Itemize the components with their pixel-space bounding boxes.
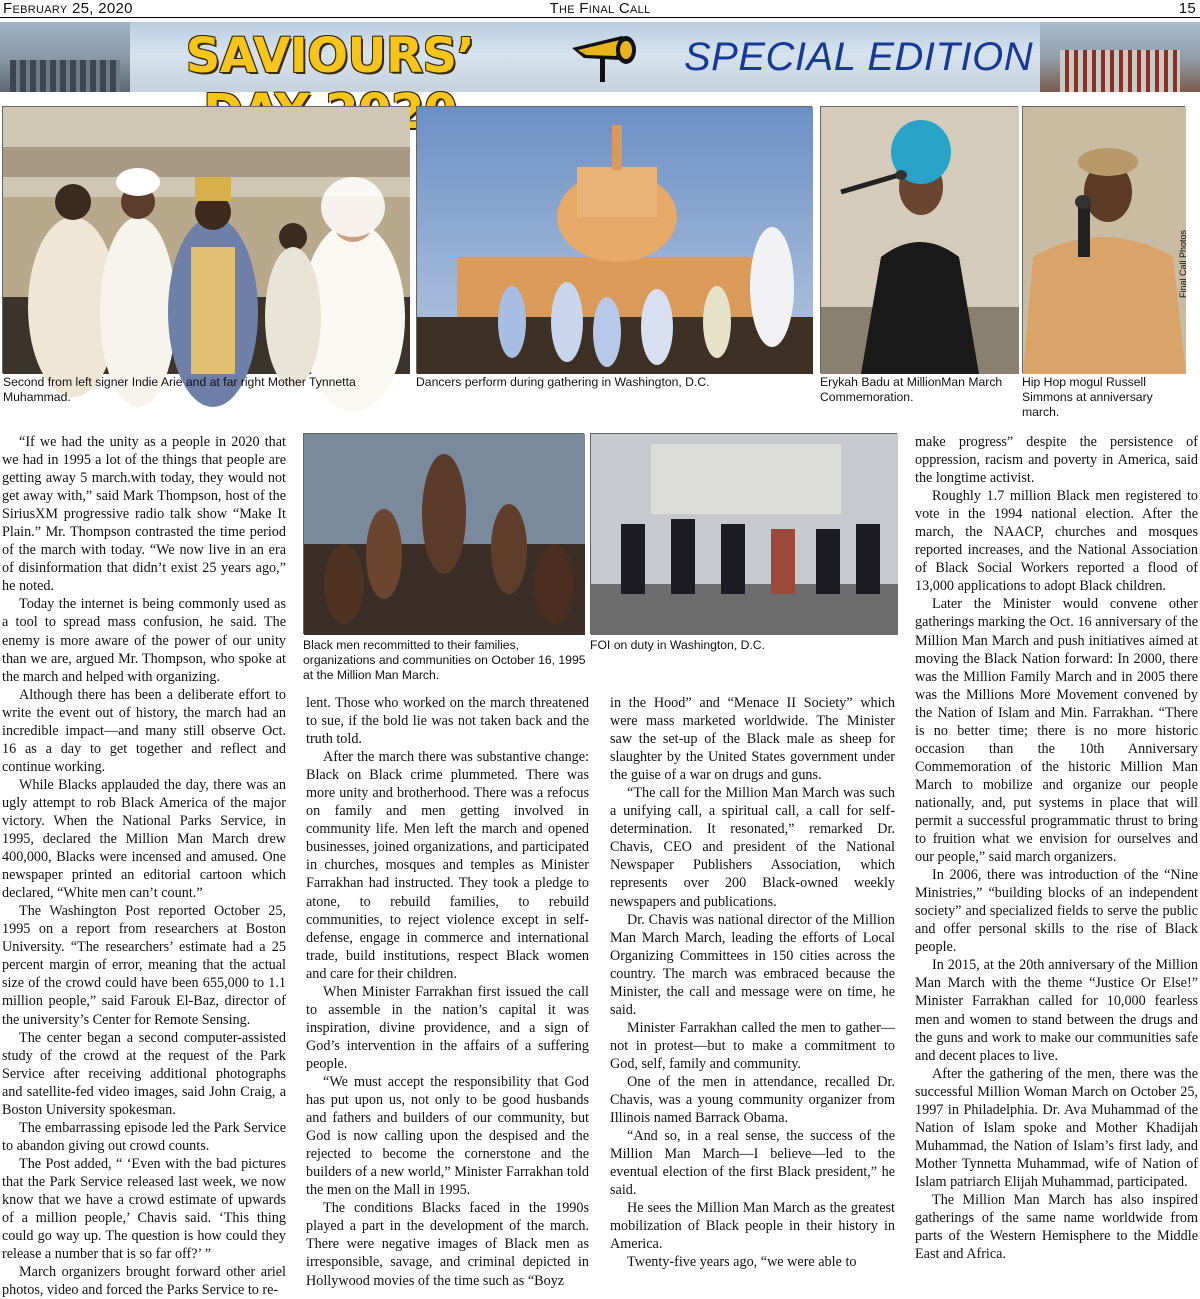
- article-paragraph: One of the men in attendance, recalled Dr. Chavis, was a young community organizer from Illinois named Barrack Obama.: [610, 1073, 895, 1127]
- article-column-1: [2, 433, 286, 1299]
- saviours-day-banner: [0, 22, 1200, 92]
- photo-signers-image: [3, 107, 410, 374]
- banner-title: SAVIOURS’: [185, 28, 475, 84]
- article-column-3: [610, 694, 895, 1295]
- photo-foi-on-duty-image: [591, 434, 898, 635]
- running-head: [0, 0, 1200, 18]
- article-paragraph: While Blacks applauded the day, there was an ugly attempt to rob Black America of the major victory. When the National Parks Service, in 1995, declared the Million Man March drew 400,000, Blacks were incensed and amused. One newspaper printed an editorial cartoon which declared, “White men can’t count.”: [2, 776, 286, 902]
- article-paragraph: Twenty-five years ago, “we were able to: [627, 1254, 857, 1271]
- caption-photo-erykah-badu: Erykah Badu at MillionMan March Commemoration.: [820, 375, 1003, 404]
- article-paragraph: in the Hood” and “Menace II Society” which were mass marketed worldwide. The Minister saw the set-up of the Black male as sheep for slaughter by the United States government under the guise of a war on drugs and guns.: [610, 695, 895, 784]
- caption-photo-foi-on-duty: FOI on duty in Washington, D.C.: [590, 638, 765, 652]
- caption-photo-signers: Second from left signer Indie Arie and at far right Mother Tynnetta Muhammad.: [3, 375, 356, 404]
- caption-photo-capitol-dancers: Dancers perform during gathering in Washington, D.C.: [416, 375, 710, 389]
- banner-skyline-left: [0, 22, 130, 92]
- article-paragraph: lent. Those who worked on the march threatened to sue, if the bold lie was not taken back and the truth told.: [306, 695, 589, 748]
- article-paragraph: The Washington Post reported October 25, 1995 on a report from researchers at Boston University. “The researchers’ estimate had a 25 percent margin of error, meaning that the actual size of the crowd could have been 655,000 to 1.1 million people,” said Farouk El-Baz, director of the university’s Center for Remote Sensing.: [2, 903, 286, 1028]
- article-paragraph: After the gathering of the men, there was the successful Million Woman March on October 25, 1997 in Philadelphia. Dr. Ava Muhammad of the Nation of Islam spoke and Mother Khadijah Muhammad, the Nation of Islam’s first lady, and Mother Tynnetta Muhammad, wife of Nation of Islam patriarch Elijah Muhammad, participated.: [915, 1065, 1198, 1190]
- article-paragraph: “The call for the Million Man March was such a unifying call, a spiritual call, a call for self-determination. It resonated,” remarked Dr. Chavis, CEO and president of the National Newspaper Publishers Association, which represents over 200 Black-owned weekly newspapers and publications.: [610, 785, 895, 910]
- trumpet-logo-icon: [570, 30, 640, 86]
- article-paragraph: “If we had the unity as a people in 2020 that we had in 1995 a lot of the things that people are getting away 5 march.with today, they would not get away with,” said Mark Thompson, host of the SiriusXM progressive radio talk show “Make It Plain.” Mr. Thompson contrasted the time period of the march with today. “We now live in an era of disinformation that didn’t exist 25 years ago,” he noted.: [2, 434, 286, 595]
- photo-capitol-dancers-image: [417, 107, 813, 374]
- article-column-4: [915, 433, 1198, 1295]
- article-paragraph: In 2006, there was introduction of the “Nine Ministries,” “building blocks of an independent society” and specialized fields to serve the public and offer personal skills to the rise of Black people.: [915, 867, 1198, 956]
- publication-name: The Final Call: [549, 0, 651, 17]
- article-paragraph: The conditions Blacks faced in the 1990s played a part in the development of the march. There were negative images of Black men as irresponsible, savage, and criminal depicted in Hollywood movies of the time such as “Boyz: [306, 1200, 589, 1289]
- photo-capitol-dancers: [416, 106, 812, 373]
- article-paragraph: Later the Minister would convene other gatherings marking the Oct. 16 anniversary of the Million Man March and push initiatives aimed at moving the Black Nation forward: In 2000, there was the Million Family March and in 2005 there was the Millions More Movement convened by the Nation of Islam and Min. Farrakhan. “There is no better time; there is no more historic occasion than the 10th Anniversary Commemoration of the historic Million Man March to mobilize and organize our people nationally, and, put systems in place that will permit a successful programmatic thrust to bring to fruition what we envision for ourselves and our people,” said march organizers.: [915, 596, 1198, 866]
- article-paragraph: Minister Farrakhan called the men to gather—not in protest—but to make a commitment to God, self, family and community.: [610, 1019, 895, 1072]
- caption-photo-russell-simmons: Hip Hop mogul Russell Simmons at anniversary march.: [1022, 375, 1153, 419]
- issue-date: February 25, 2020: [3, 0, 133, 17]
- article-paragraph: The Post added, “ ‘Even with the bad pictures that the Park Service released last week, we now know that we have a crowd estimate of upwards of a million people,’ Chavis said. ‘This thing could go way up. The question is how could they release a number that is so far off?’ ”: [2, 1155, 286, 1263]
- article-paragraph: Today the internet is being commonly used as a tool to spread mass confusion, he said. The enemy is more aware of the power of our unity than we are, argued Mr. Thompson, who spoke at the march and helped with organizing.: [2, 596, 286, 685]
- banner-building-right: [1040, 22, 1200, 92]
- page-number: 15: [1178, 0, 1196, 17]
- photo-raised-hands: [303, 433, 584, 634]
- photo-foi-on-duty: [590, 433, 897, 634]
- article-paragraph: After the march there was substantive change: Black on Black crime plummeted. There was more unity and brotherhood. There was a refocus on family and men getting involved in community life. Men left the march and opened businesses, joined organizations, and participated in churches, mosques and temples as Minister Farrakhan had instructed. They took a pledge to atone, to rebuild families, to rebuild communities, to reject violence except in self-defense, engage in commerce and international trade, build institutions, respect Black women and care for their children.: [306, 749, 589, 982]
- article-paragraph: Roughly 1.7 million Black men registered to vote in the 1994 national election. After the march, the NAACP, churches and mosques reported increases, and the National Association of Black Social Workers reported a flood of 13,000 applications to adopt Black children.: [915, 488, 1198, 595]
- photo-credit: Final Call Photos: [1178, 229, 1188, 298]
- photo-erykah-badu: [820, 106, 1018, 373]
- article-paragraph: The Million Man March has also inspired gatherings of the same name worldwide from parts of the Western Hemisphere to the Middle East and Africa.: [915, 1191, 1198, 1263]
- photo-raised-hands-image: [304, 434, 585, 635]
- article-paragraph: The center began a second computer-assisted study of the crowd at the request of the Park Service after receiving additional photographs and satellite-fed video images, said John Craig, a Boston University spokesman.: [2, 1029, 286, 1118]
- article-paragraph: “And so, in a real sense, the success of the Million Man March—I believe—led to the eventual election of the first Black president,” he said.: [610, 1128, 895, 1199]
- article-paragraph: In 2015, at the 20th anniversary of the Million Man March with the theme “Justice Or Else!” Minister Farrakhan called for 10,000 fearless men and women to stand between the drugs and the guns and work to make our communities safe and decent places to live.: [915, 957, 1198, 1064]
- banner-subtitle: SPECIAL EDITION: [684, 35, 1034, 79]
- photo-signers: [2, 106, 409, 373]
- article-paragraph: March organizers brought forward other ariel photos, video and forced the Parks Service to re-: [2, 1264, 286, 1299]
- article-paragraph: Although there has been a deliberate effort to write the event out of history, the march had an incredible impact—and many still observe Oct. 16 as a day to get together and reflect and continue working.: [2, 686, 286, 775]
- article-paragraph: Dr. Chavis was national director of the Million Man March March, leading the efforts of Local Organizing Committees in 150 cities across the country. The march was embraced because the Minister, the call and message were on time, he said.: [610, 911, 895, 1018]
- caption-photo-raised-hands: Black men recommitted to their families, organizations and communities on October 16, 1995 at the Million Man March.: [303, 638, 586, 682]
- article-column-2: [306, 694, 589, 1295]
- photo-russell-simmons: [1022, 106, 1185, 373]
- article-paragraph: make progress” despite the persistence of oppression, racism and poverty in America, said the longtime activist.: [915, 434, 1198, 487]
- article-paragraph: When Minister Farrakhan first issued the call to assemble in the nation’s capital it was inspiration, divine providence, and a sign of God’s intervention in the affairs of a suffering people.: [306, 983, 589, 1072]
- article-paragraph: The embarrassing episode led the Park Service to abandon giving out crowd counts.: [2, 1119, 286, 1154]
- article-paragraph: “We must accept the responsibility that God has put upon us, not only to be good husbands and fathers and builders of our community, but God is now calling upon the despised and the rejected to become the cornerstone and the builders of a new world,” Minister Farrakhan told the men on the Mall in 1995.: [306, 1073, 589, 1199]
- photo-erykah-badu-image: [821, 107, 1019, 374]
- photo-russell-simmons-image: [1023, 107, 1186, 374]
- article-paragraph: He sees the Million Man March as the greatest mobilization of Black people in their history in America.: [610, 1200, 895, 1253]
